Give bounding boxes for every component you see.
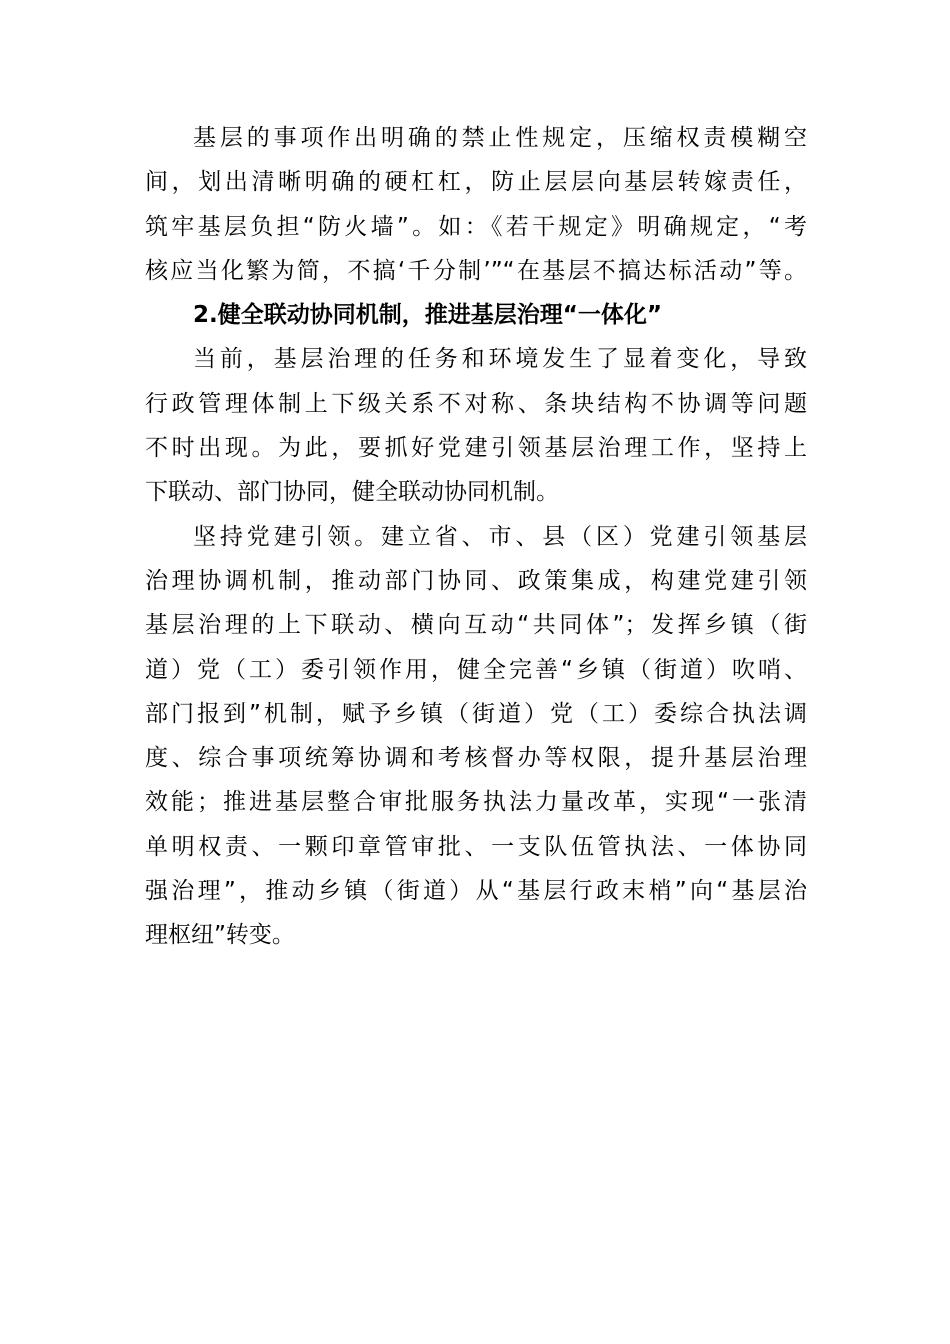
paragraph-line: 核应当化繁为简，不搞‘千分制’”“在基层不搞达标活动”等。 [145,257,807,284]
paragraph-line: 不时出现。为此，要抓好党建引领基层治理工作，坚持上 [145,435,807,462]
section-heading: 2.健全联动协同机制，推进基层治理“一体化” [193,302,662,329]
paragraph-line: 部门报到”机制，赋予乡镇（街道）党（工）委综合执法调 [145,700,807,727]
paragraph-line: 当前，基层治理的任务和环境发生了显着变化，导致 [193,346,807,373]
document-body [145,116,807,958]
paragraph-line: 坚持党建引领。建立省、市、县（区）党建引领基层 [193,523,807,550]
paragraph-line: 单明权责、一颗印章管审批、一支队伍管执法、一体协同 [145,833,807,860]
paragraph-line: 治理协调机制，推动部门协同、政策集成，构建党建引领 [145,567,807,594]
paragraph-line: 基层治理的上下联动、横向互动“共同体”；发挥乡镇（街 [145,612,807,639]
paragraph-line: 效能；推进基层整合审批服务执法力量改革，实现“一张清 [145,789,807,816]
paragraph-line: 下联动、部门协同，健全联动协同机制。 [145,479,559,506]
paragraph-line: 道）党（工）委引领作用，健全完善“乡镇（街道）吹哨、 [145,656,807,683]
paragraph-line: 度、综合事项统筹协调和考核督办等权限，提升基层治理 [145,745,807,772]
paragraph-line: 筑牢基层负担“防火墙”。如：《若干规定》明确规定，“考 [145,213,807,240]
paragraph-line: 强治理”，推动乡镇（街道）从“基层行政末梢”向“基层治 [145,878,807,905]
paragraph-line: 基层的事项作出明确的禁止性规定，压缩权责模糊空 [193,125,807,151]
paragraph-line: 行政管理体制上下级关系不对称、条块结构不协调等问题 [145,390,807,417]
paragraph-line: 间，划出清晰明确的硬杠杠，防止层层向基层转嫁责任， [145,169,807,196]
paragraph-line: 理枢纽”转变。 [145,922,295,949]
